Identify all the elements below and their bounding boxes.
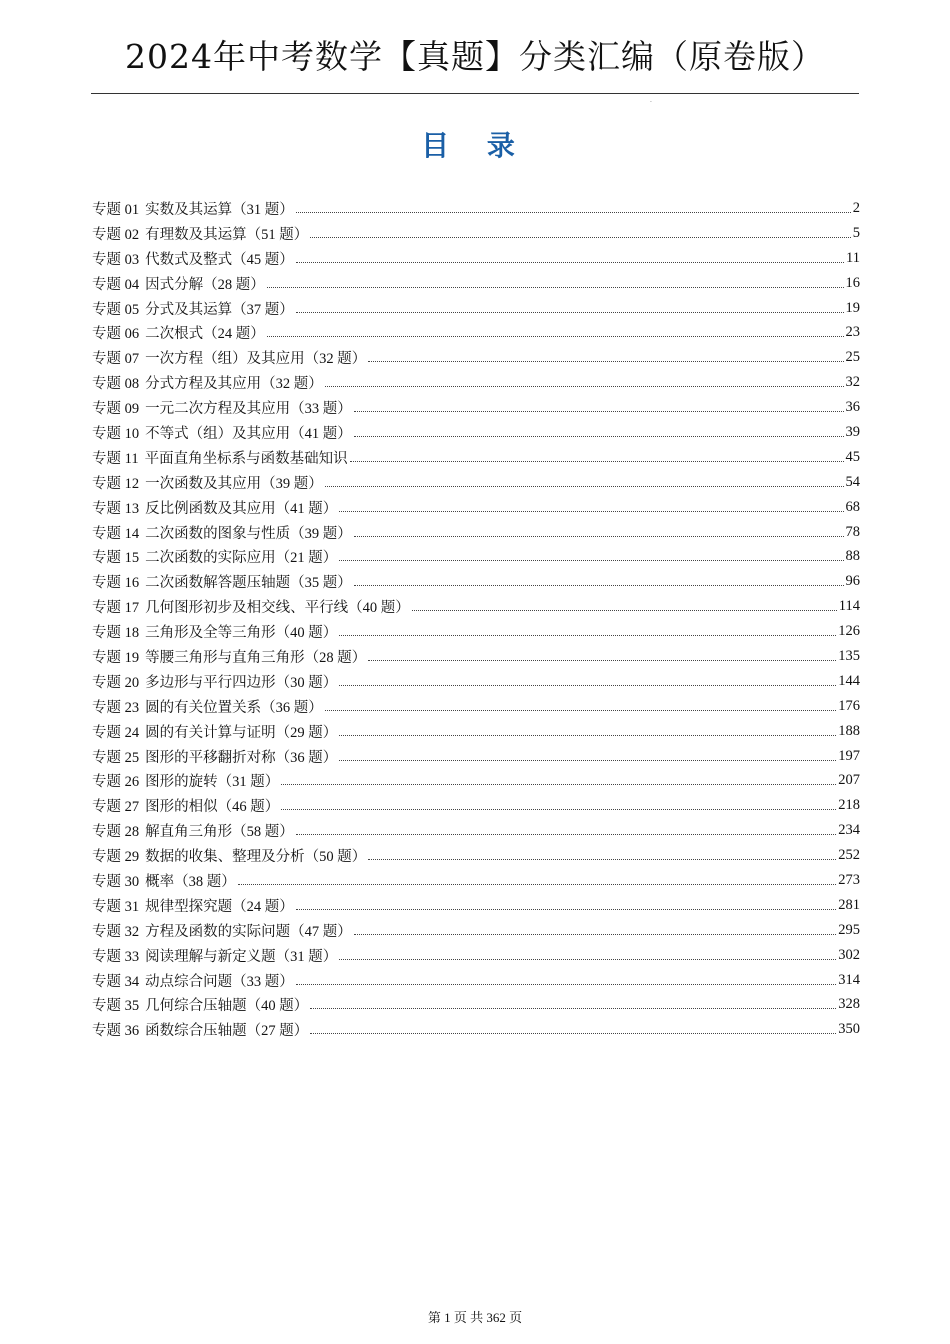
toc-entry-page: 350 (838, 1021, 860, 1038)
toc-dot-leader (350, 447, 844, 462)
toc-dot-leader (281, 770, 836, 785)
toc-dot-leader (310, 223, 851, 238)
toc-entry-page: 197 (838, 747, 860, 764)
toc-entry-code: 专题 18 (92, 625, 140, 642)
toc-entry[interactable] (92, 594, 860, 619)
toc-entry-title: 圆的有关位置关系（36 题） (145, 699, 323, 716)
toc-entry-title: 几何图形初步及相交线、平行线（40 题） (145, 600, 410, 617)
toc-dot-leader (296, 298, 844, 313)
toc-dot-leader (325, 696, 837, 711)
toc-entry-page: 207 (838, 772, 860, 789)
toc-entry-page: 252 (838, 847, 860, 864)
toc-entry[interactable] (92, 719, 860, 744)
toc-entry-title: 多边形与平行四边形（30 题） (145, 674, 338, 691)
toc-entry-page: 11 (846, 249, 860, 266)
toc-entry[interactable] (92, 768, 860, 793)
toc-entry-code: 专题 27 (92, 799, 140, 816)
toc-entry-code: 专题 23 (92, 699, 140, 716)
toc-entry-code: 专题 09 (92, 401, 140, 418)
toc-entry-page: 45 (845, 448, 860, 465)
toc-entry[interactable] (92, 569, 860, 594)
toc-entry[interactable] (92, 968, 860, 993)
toc-entry[interactable] (92, 370, 860, 395)
toc-entry-page: 144 (838, 672, 860, 689)
toc-entry-page: 5 (852, 224, 860, 241)
toc-entry-page: 295 (838, 921, 860, 938)
toc-entry[interactable] (92, 993, 860, 1018)
toc-dot-leader (354, 522, 844, 537)
toc-entry-title: 一次函数及其应用（39 题） (145, 475, 323, 492)
toc-entry-page: 23 (845, 324, 860, 341)
toc-entry-code: 专题 28 (92, 824, 140, 841)
toc-entry-page: 54 (845, 473, 860, 490)
toc-dot-leader (368, 347, 843, 362)
toc-entry-title: 一元二次方程及其应用（33 题） (145, 401, 352, 418)
toc-entry[interactable] (92, 420, 860, 445)
toc-dot-leader (296, 198, 851, 213)
toc-entry-page: 32 (845, 374, 860, 391)
toc-entry-title: 代数式及整式（45 题） (145, 251, 294, 268)
toc-entry[interactable] (92, 818, 860, 843)
toc-dot-leader (368, 646, 836, 661)
toc-entry[interactable] (92, 1017, 860, 1042)
toc-entry-code: 专题 12 (92, 475, 140, 492)
toc-entry-code: 专题 17 (92, 600, 140, 617)
toc-entry-title: 图形的相似（46 题） (145, 799, 280, 816)
toc-entry-title: 因式分解（28 题） (145, 276, 265, 293)
toc-dot-leader (339, 945, 836, 960)
toc-entry-code: 专题 32 (92, 923, 140, 940)
toc-entry-title: 几何综合压轴题（40 题） (145, 998, 309, 1015)
toc-entry[interactable] (92, 320, 860, 345)
toc-dot-leader (368, 845, 836, 860)
toc-entry-title: 解直角三角形（58 题） (145, 824, 294, 841)
toc-entry-page: 25 (845, 349, 860, 366)
toc-dot-leader (267, 322, 844, 337)
toc-entry-code: 专题 15 (92, 550, 140, 567)
toc-entry[interactable] (92, 495, 860, 520)
toc-entry-page: 188 (838, 722, 860, 739)
toc-entry-code: 专题 20 (92, 674, 140, 691)
toc-dot-leader (354, 571, 844, 586)
toc-dot-leader (296, 895, 837, 910)
toc-heading: 目 录 (421, 129, 529, 162)
toc-dot-leader (296, 820, 837, 835)
toc-entry-code: 专题 07 (92, 351, 140, 368)
toc-entry-title: 概率（38 题） (145, 873, 236, 890)
toc-entry[interactable] (92, 296, 860, 321)
toc-entry-page: 328 (838, 996, 860, 1013)
toc-entry-page: 68 (845, 498, 860, 515)
toc-entry-code: 专题 04 (92, 276, 140, 293)
toc-entry[interactable] (92, 843, 860, 868)
toc-dot-leader (296, 970, 837, 985)
toc-entry-title: 方程及函数的实际问题（47 题） (145, 923, 352, 940)
toc-dot-leader (310, 1019, 836, 1034)
toc-entry[interactable] (92, 520, 860, 545)
toc-entry-page: 78 (845, 523, 860, 540)
toc-entry-page: 281 (838, 896, 860, 913)
toc-dot-leader (339, 546, 843, 561)
toc-dot-leader (412, 596, 837, 611)
toc-entry-page: 88 (845, 548, 860, 565)
toc-entry-title: 分式及其运算（37 题） (145, 301, 294, 318)
toc-dot-leader (325, 372, 844, 387)
toc-entry-page: 16 (845, 274, 860, 291)
toc-entry-page: 126 (838, 623, 860, 640)
toc-entry-code: 专题 24 (92, 724, 140, 741)
toc-entry-title: 三角形及全等三角形（40 题） (145, 625, 338, 642)
toc-entry-code: 专题 16 (92, 575, 140, 592)
toc-dot-leader (339, 721, 836, 736)
toc-entry-title: 圆的有关计算与证明（29 题） (145, 724, 338, 741)
toc-entry[interactable] (92, 943, 860, 968)
toc-entry-title: 图形的旋转（31 题） (145, 774, 280, 791)
toc-entry-code: 专题 31 (92, 898, 140, 915)
toc-entry-title: 阅读理解与新定义题（31 题） (145, 948, 338, 965)
toc-entry-code: 专题 25 (92, 749, 140, 766)
toc-entry-title: 二次根式（24 题） (145, 326, 265, 343)
toc-entry-code: 专题 14 (92, 525, 140, 542)
toc-dot-leader (354, 397, 844, 412)
toc-entry[interactable] (92, 395, 860, 420)
toc-entry-code: 专题 33 (92, 948, 140, 965)
toc-entry[interactable] (92, 271, 860, 296)
document-title: 2024年中考数学【真题】分类汇编（原卷版） (125, 37, 825, 76)
toc-entry-title: 等腰三角形与直角三角形（28 题） (145, 649, 367, 666)
toc-entry-title: 规律型探究题（24 题） (145, 898, 294, 915)
toc-entry[interactable] (92, 918, 860, 943)
toc-entry-code: 专题 01 (92, 201, 140, 218)
toc-entry-title: 二次函数解答题压轴题（35 题） (145, 575, 352, 592)
toc-entry-code: 专题 13 (92, 500, 140, 517)
toc-entry-page: 2 (852, 199, 860, 216)
toc-entry-title: 动点综合问题（33 题） (145, 973, 294, 990)
toc-entry-code: 专题 29 (92, 849, 140, 866)
toc-entry-code: 专题 30 (92, 873, 140, 890)
toc-entry-title: 平面直角坐标系与函数基础知识 (144, 450, 348, 467)
toc-entry-title: 实数及其运算（31 题） (145, 201, 294, 218)
toc-entry-page: 96 (845, 573, 860, 590)
toc-entry[interactable] (92, 345, 860, 370)
toc-dot-leader (339, 671, 836, 686)
toc-entry[interactable] (92, 669, 860, 694)
toc-entry-code: 专题 11 (92, 450, 139, 467)
toc-dot-leader (339, 621, 836, 636)
toc-entry-title: 有理数及其运算（51 题） (145, 226, 309, 243)
page-footer: 第 1 页 共 362 页 (427, 1310, 523, 1325)
toc-dot-leader (354, 920, 837, 935)
toc-entry-title: 不等式（组）及其应用（41 题） (145, 425, 352, 442)
toc-entry-code: 专题 02 (92, 226, 140, 243)
toc-entry-page: 36 (845, 399, 860, 416)
toc-entry[interactable] (92, 694, 860, 719)
toc-entry-title: 分式方程及其应用（32 题） (145, 376, 323, 393)
toc-entry[interactable] (92, 221, 860, 246)
toc-entry-title: 二次函数的图象与性质（39 题） (145, 525, 352, 542)
toc-entry[interactable] (92, 793, 860, 818)
toc-entry-code: 专题 05 (92, 301, 140, 318)
toc-entry-code: 专题 08 (92, 376, 140, 393)
toc-dot-leader (238, 870, 837, 885)
toc-entry-page: 314 (838, 971, 860, 988)
toc-entry-code: 专题 10 (92, 425, 140, 442)
toc-entry-title: 一次方程（组）及其应用（32 题） (145, 351, 367, 368)
toc-entry-page: 218 (838, 797, 860, 814)
toc-dot-leader (296, 248, 844, 263)
toc-dot-leader (339, 746, 836, 761)
toc-entry[interactable] (92, 744, 860, 769)
toc-entry-code: 专题 34 (92, 973, 140, 990)
title-divider (91, 93, 859, 94)
toc-entry-code: 专题 19 (92, 649, 140, 666)
toc-dot-leader (354, 422, 844, 437)
toc-entry[interactable] (92, 619, 860, 644)
toc-entry[interactable] (92, 893, 860, 918)
toc-dot-leader (267, 273, 844, 288)
toc-entry-code: 专题 06 (92, 326, 140, 343)
toc-entry-code: 专题 26 (92, 774, 140, 791)
toc-entry-page: 234 (838, 822, 860, 839)
toc-entry-page: 302 (838, 946, 860, 963)
toc-entry[interactable] (92, 445, 860, 470)
toc-dot-leader (281, 795, 836, 810)
toc-entry[interactable] (92, 868, 860, 893)
toc-entry-title: 图形的平移翻折对称（36 题） (145, 749, 338, 766)
toc-entry[interactable] (92, 544, 860, 569)
toc-entry[interactable] (92, 196, 860, 221)
toc-entry-code: 专题 36 (92, 1023, 140, 1040)
toc-entry-code: 专题 35 (92, 998, 140, 1015)
toc-dot-leader (325, 472, 844, 487)
toc-dot-leader (310, 994, 836, 1009)
toc-entry-page: 135 (838, 647, 860, 664)
toc-entry-code: 专题 03 (92, 251, 140, 268)
table-of-contents (92, 196, 860, 1042)
toc-entry-title: 函数综合压轴题（27 题） (145, 1023, 309, 1040)
toc-entry-title: 数据的收集、整理及分析（50 题） (145, 849, 367, 866)
toc-entry-page: 39 (845, 423, 860, 440)
toc-entry-title: 二次函数的实际应用（21 题） (145, 550, 338, 567)
toc-dot-leader (339, 497, 843, 512)
toc-entry-page: 19 (845, 299, 860, 316)
toc-entry-page: 114 (838, 598, 860, 615)
toc-entry-page: 273 (838, 871, 860, 888)
toc-entry[interactable] (92, 644, 860, 669)
toc-entry[interactable] (92, 470, 860, 495)
toc-entry-page: 176 (838, 697, 860, 714)
toc-entry[interactable] (92, 246, 860, 271)
toc-entry-title: 反比例函数及其应用（41 题） (145, 500, 338, 517)
small-mark: · (650, 99, 652, 106)
